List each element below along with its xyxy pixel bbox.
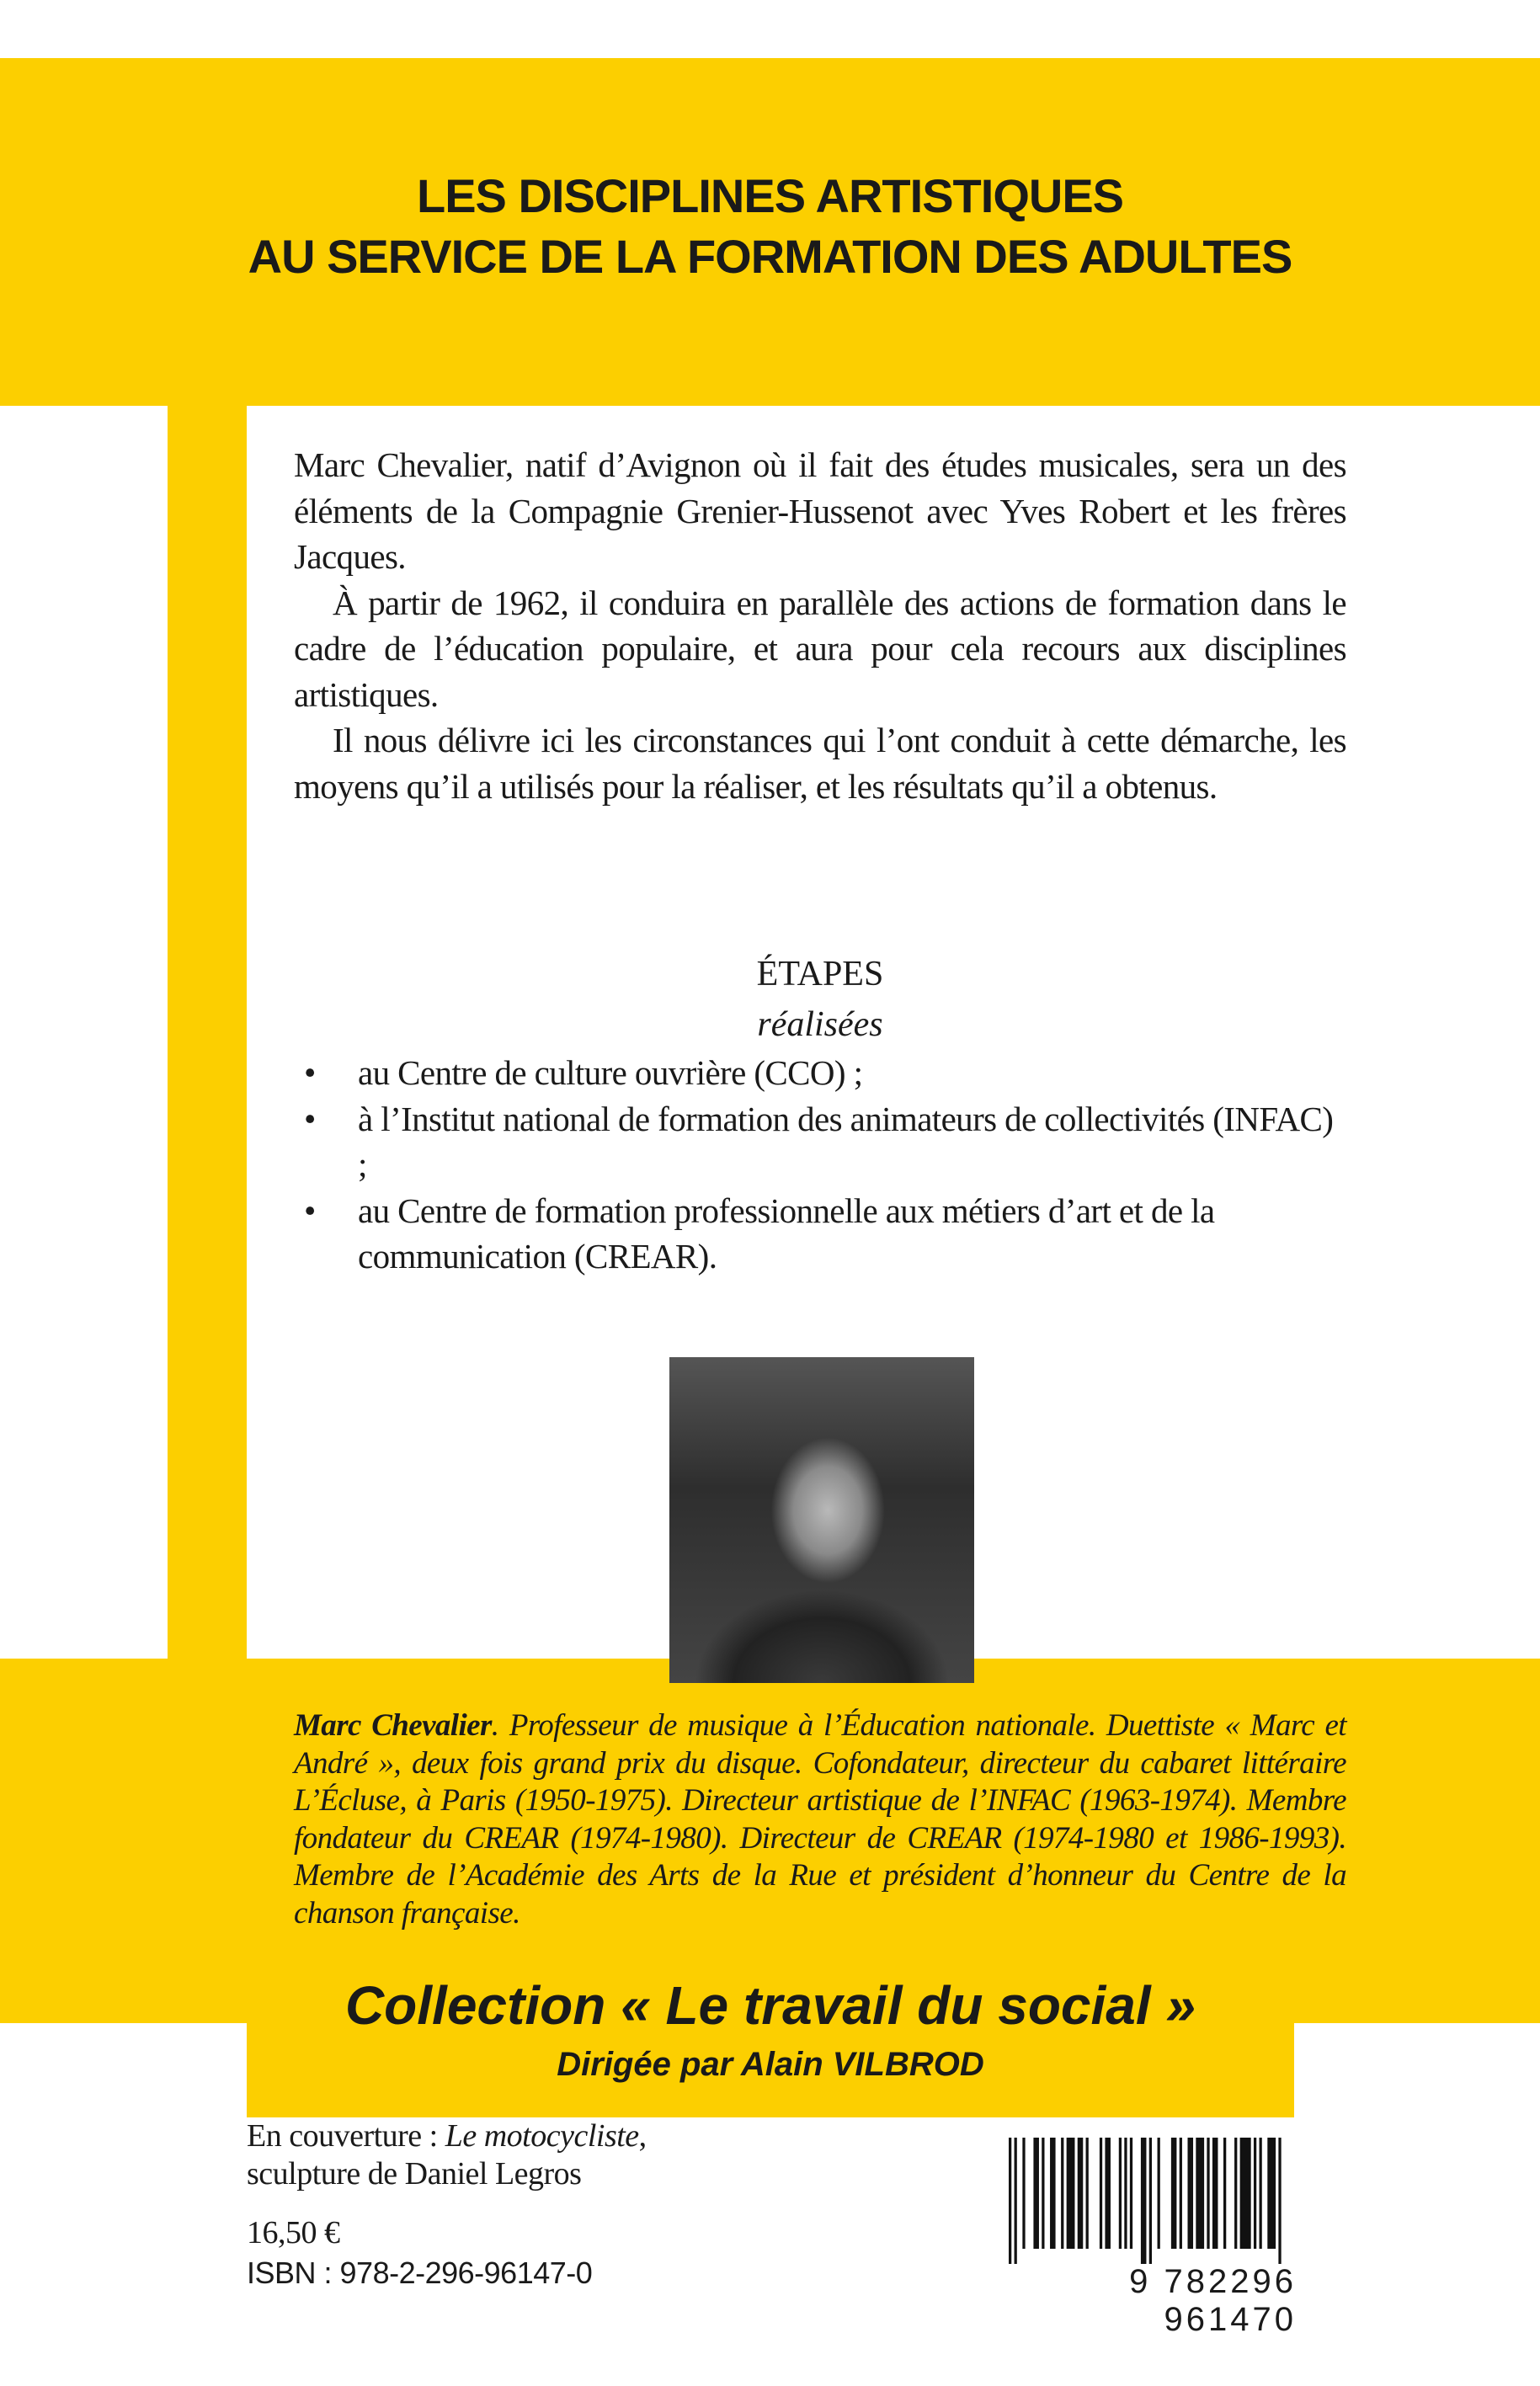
barcode-bar (1086, 2138, 1089, 2249)
barcode-bar (1180, 2138, 1182, 2249)
collection-title: Collection « Le travail du social » (344, 1975, 1196, 2036)
barcode-digits: 9 782296 961470 (1129, 2263, 1297, 2338)
barcode-bar (1212, 2138, 1218, 2249)
intro-text (294, 442, 1346, 809)
collection-director: Dirigée par Alain VILBROD (557, 2046, 984, 2083)
barcode-bar (1141, 2138, 1147, 2264)
barcode-bar (1009, 2138, 1011, 2264)
barcode-bar (1240, 2138, 1251, 2249)
book-title-line1: LES DISCIPLINES ARTISTIQUES (416, 169, 1124, 222)
barcode-bar (1207, 2138, 1209, 2249)
author-bio: Marc Chevalier. Professeur de musique à l’Éducation nationale. Duettiste « Marc et André », deux fois grand prix du disque. Cofondateur, directeur du cabaret littéraire L’Écluse, à Paris (1950-1975). Directeur artistique de l’INFAC (1963-1974). Membre fondateur du CREAR (1974-1980). Directeur de CREAR (1974-1980 et 1986-1993). Membre de l’Académie des Arts de la Rue et président d’honneur du Centre de la chanson française. (294, 1708, 1346, 1931)
barcode-bar (1171, 2138, 1177, 2249)
list-item: • à l’Institut national de formation des animateurs de collectivités (INFAC) ; (294, 1096, 1346, 1188)
intro-paragraph: Marc Chevalier, natif d’Avignon où il fait des études musicales, sera un des éléments de la Compagnie Grenier-Hussenot avec Yves Robert et les frères Jacques. (294, 445, 1346, 576)
author-name: Marc Chevalier (294, 1708, 492, 1743)
barcode (1007, 2138, 1293, 2264)
barcode-bar (1105, 2138, 1111, 2249)
barcode-bar (1158, 2138, 1160, 2249)
barcode-bar (1234, 2138, 1237, 2249)
barcode-bar (1022, 2138, 1025, 2249)
barcode-bar (1124, 2138, 1127, 2249)
barcode-bar (1196, 2138, 1204, 2249)
barcode-bar (1015, 2138, 1017, 2264)
list-item: • au Centre de culture ouvrière (CCO) ; (294, 1050, 1346, 1096)
bullet-icon: • (304, 1099, 316, 1138)
barcode-bar (1278, 2138, 1281, 2264)
barcode-bar (1254, 2138, 1256, 2249)
book-title-line2: AU SERVICE DE LA FORMATION DES ADULTES (248, 230, 1292, 283)
barcode-bar (1078, 2138, 1084, 2249)
barcode-bar (1033, 2138, 1039, 2249)
barcode-bar (1130, 2138, 1132, 2249)
barcode-bar (1061, 2138, 1063, 2249)
bullet-icon: • (304, 1190, 316, 1230)
barcode-bar (1149, 2138, 1152, 2264)
cover-credit: En couverture : Le motocycliste, sculpture de Daniel Legros (247, 2118, 647, 2192)
barcode-bar (1050, 2138, 1056, 2249)
barcode-bar (1042, 2138, 1044, 2249)
barcode-bar (1223, 2138, 1226, 2249)
bullet-icon: • (304, 1053, 316, 1092)
isbn: ISBN : 978-2-296-96147-0 (247, 2256, 593, 2290)
barcode-bar (1100, 2138, 1102, 2249)
steps-subheading: réalisées (757, 1005, 883, 1044)
barcode-bar (1188, 2138, 1194, 2249)
barcode-bar (1267, 2138, 1276, 2249)
barcode-bar (1119, 2138, 1122, 2249)
price: 16,50 € (247, 2215, 340, 2250)
intro-paragraph: À partir de 1962, il conduira en parallèle des actions de formation dans le cadre de l’éducation populaire, et aura pour cela recours aux disciplines artistiques. (294, 583, 1346, 714)
intro-paragraph: Il nous délivre ici les circonstances qui l’ont conduit à cette démarche, les moyens qu’il a utilisés pour la réaliser, et les résultats qu’il a obtenus. (294, 721, 1346, 806)
steps-list (294, 1050, 1346, 1280)
barcode-bar (1260, 2138, 1262, 2249)
left-yellow-bar (168, 406, 247, 1660)
author-photo (669, 1357, 974, 1683)
barcode-bar (1067, 2138, 1075, 2249)
list-item: • au Centre de formation professionnelle aux métiers d’art et de la communication (CREAR). (294, 1188, 1346, 1280)
steps-heading: ÉTAPES (756, 955, 884, 993)
